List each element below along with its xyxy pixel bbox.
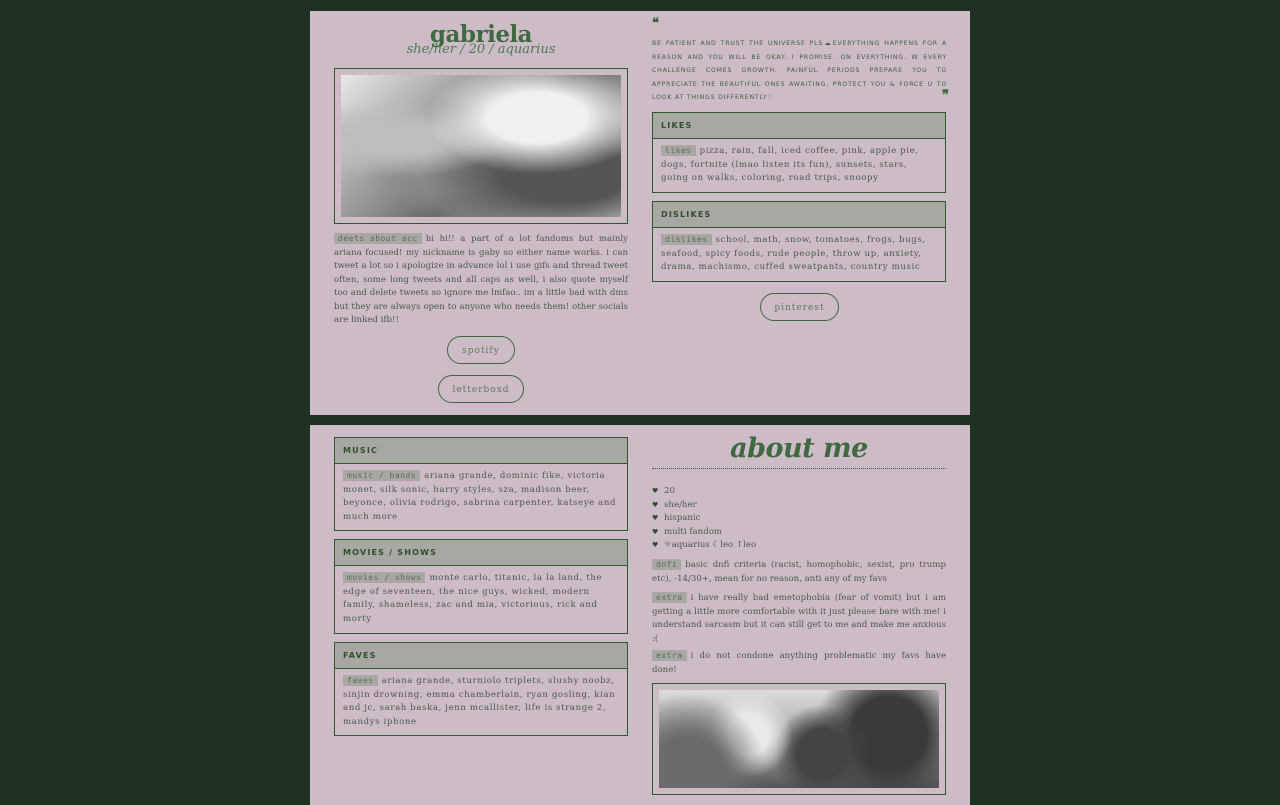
movies-text: monte carlo, titanic, la la land, the edge of seventeen, the nice guys, wicked, modern family, shameless, zac and mia, victorious, rick and morty bbox=[343, 573, 603, 624]
music-text: ariana grande, dominic fike, victoria monet, silk sonic, harry styles, sza, madison beer, beyonce, olivia rodrigo, sabrina carpenter, katseye and much more bbox=[343, 471, 617, 522]
profile-card-top bbox=[310, 11, 970, 415]
quote-text: BE PATIENT AND TRUST THE UNIVERSE PLS☁EVERYTHING HAPPENS FOR A REASON AND YOU WILL BE OKAY. I PROMISE. ON EVERYTHING. W EVERY CHALLENGE COMES GROWTH. PAINFUL PERIODS PREPARE YOU TO APPRECIATE THE BEAUTIFUL ONES AWAITING, PROTECT YOU & FORCE U TO LOOK AT THINGS DIFFERENTLY♡ bbox=[652, 40, 947, 102]
heart-icon: ♥ bbox=[652, 500, 659, 509]
about-item: ♥ hispanic bbox=[652, 512, 946, 526]
extra-tag-1: extra bbox=[652, 592, 687, 603]
profile-photo bbox=[341, 75, 621, 217]
dnfi-text: basic dnfi criteria (racist, homophobic, sexist, pro trump etc), -14/30+, mean for no reason, anti any of my favs bbox=[652, 560, 946, 584]
likes-text: pizza, rain, fall, iced coffee, pink, apple pie, dogs, fortnite (lmao listen its fun), sunsets, stars, going on walks, coloring, road trips, snoopy bbox=[661, 146, 919, 183]
about-item: ♥ ☼aquarius ☾leo ↑leo bbox=[652, 539, 946, 553]
extra-tag-2: extra bbox=[652, 650, 687, 661]
heart-icon: ♥ bbox=[652, 541, 659, 550]
about-item: ♥ she/her bbox=[652, 499, 946, 513]
movies-tag: movies / shows bbox=[343, 572, 425, 583]
letterboxd-link[interactable]: letterboxd bbox=[438, 375, 524, 403]
likes-box bbox=[652, 112, 946, 193]
movies-heading: MOVIES / SHOWS bbox=[335, 540, 627, 566]
heart-icon: ♥ bbox=[652, 487, 659, 495]
extra-text-1: i have really bad emetophobia (fear of vomit) but i am getting a little more comfortable with it just please bare with me! i understand sarcasm but it can still get to me and make me anxious :( bbox=[652, 593, 946, 644]
dislikes-heading: DISLIKES bbox=[653, 202, 945, 228]
dnfi-note bbox=[652, 559, 946, 586]
profile-photo-frame bbox=[334, 68, 628, 224]
profile-name: gabriela bbox=[429, 21, 533, 48]
group-photo bbox=[659, 690, 939, 788]
movies-box bbox=[334, 539, 628, 634]
music-heading: MUSIC bbox=[335, 438, 627, 464]
profile-pronouns: she/her / 20 / aquarius bbox=[406, 42, 556, 57]
music-tag: music / bands bbox=[343, 470, 420, 481]
music-body bbox=[335, 464, 627, 530]
about-list bbox=[652, 485, 946, 553]
pinterest-link[interactable]: pinterest bbox=[760, 293, 839, 321]
group-photo-frame bbox=[652, 683, 946, 795]
dislikes-body bbox=[653, 228, 945, 281]
movies-body bbox=[335, 566, 627, 632]
dnfi-tag: dnfi bbox=[652, 559, 681, 570]
profile-card-bottom bbox=[310, 425, 970, 805]
about-item: ♥ 20 bbox=[652, 485, 946, 499]
extra-note-2 bbox=[652, 650, 946, 677]
quote-close-mark: ❞ bbox=[942, 88, 949, 103]
likes-heading: LIKES bbox=[653, 113, 945, 139]
faves-body bbox=[335, 669, 627, 735]
faves-box bbox=[334, 642, 628, 736]
music-box bbox=[334, 437, 628, 531]
extra-text-2: i do not condone anything problematic my favs have done! bbox=[652, 651, 946, 675]
faves-text: ariana grande, sturniolo triplets, slushy noobz, sinjin drowning, emma chamberlain, ryan gosling, kian and jc, sarah baska, jenn mcallister, life is strange 2, mandys iphone bbox=[343, 676, 616, 727]
faves-heading: FAVES bbox=[335, 643, 627, 669]
about-divider bbox=[652, 468, 946, 469]
heart-icon: ♥ bbox=[652, 514, 659, 523]
about-item: ♥ multi fandom bbox=[652, 526, 946, 540]
likes-body bbox=[653, 139, 945, 192]
spotify-link[interactable]: spotify bbox=[447, 336, 515, 364]
dislikes-text: school, math, snow, tomatoes, frogs, bugs, seafood, spicy foods, rude people, throw up, anxiety, drama, machismo, cuffed sweatpants, country music bbox=[661, 235, 926, 272]
faves-tag: faves bbox=[343, 675, 378, 686]
likes-tag: likes bbox=[661, 145, 696, 156]
bio-tag: deets about acc bbox=[334, 233, 422, 244]
heart-icon: ♥ bbox=[652, 527, 659, 536]
bio-text: hi hi!! a part of a lot fandoms but mainly ariana focused! my nickname is gaby so either name works. i can tweet a lot so i apologize in advance lol i use gifs and thread tweet often, some long tweets and all caps as well, i also quote myself too and delete tweets so ignore me lmfao.. im a little bad with dms but they are always open to anyone who needs them! other socials are linked ifb!! bbox=[334, 234, 628, 325]
bio-text-block bbox=[334, 233, 628, 328]
dislikes-tag: dislikes bbox=[661, 234, 712, 245]
dislikes-box bbox=[652, 201, 946, 282]
extra-note-1 bbox=[652, 592, 946, 646]
quote-open-mark: ❝ bbox=[652, 16, 659, 31]
about-title: about me bbox=[730, 433, 868, 464]
